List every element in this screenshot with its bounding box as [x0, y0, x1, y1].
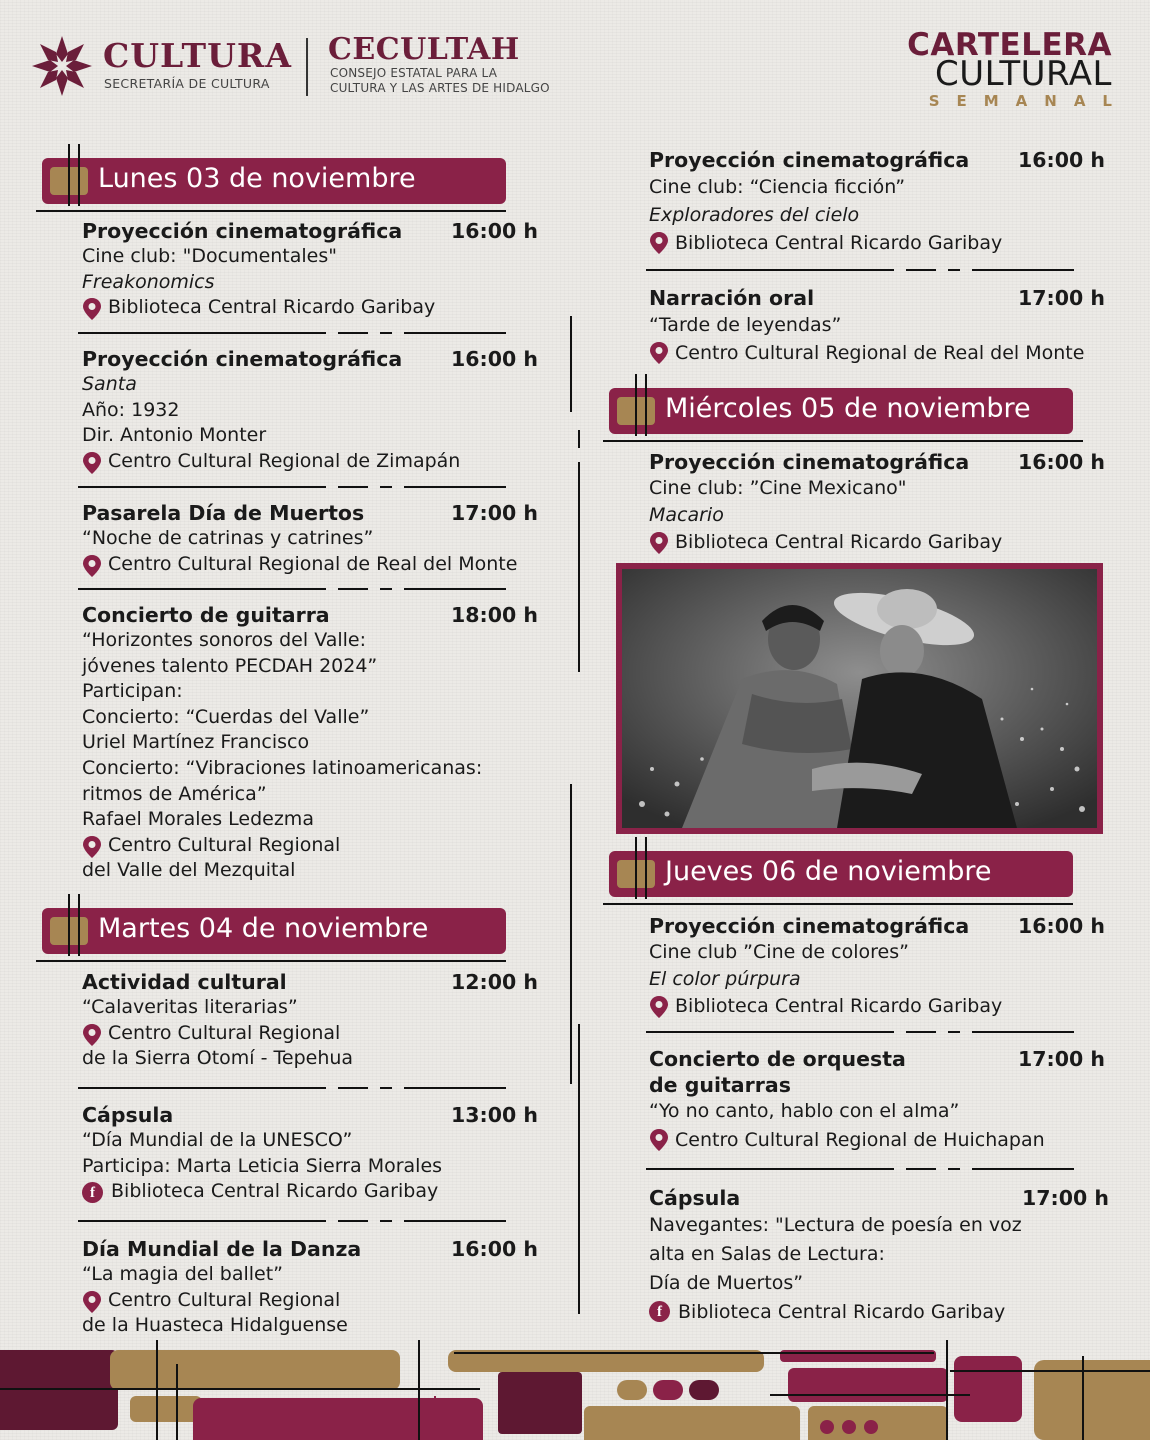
cecultah-subtitle-line-1: CONSEJO ESTATAL PARA LA — [330, 66, 498, 80]
event-title: Cápsula — [649, 1186, 741, 1210]
event-detail: “Calaveritas literarias” — [82, 996, 298, 1018]
macario-film-still-image — [616, 563, 1103, 834]
day-label-jueves: Jueves 06 de noviembre — [665, 856, 992, 887]
event-time: 12:00 h — [451, 970, 538, 994]
event-location-text: del Valle del Mezquital — [82, 859, 296, 882]
event-title: Proyección cinematográfica — [649, 148, 970, 172]
event-location — [82, 1288, 538, 1314]
event-time: 16:00 h — [451, 219, 538, 243]
banner-line — [603, 440, 1083, 442]
location-pin-icon — [82, 451, 102, 475]
event-title: Proyección cinematográfica — [649, 914, 970, 938]
event-location-text: Centro Cultural Regional — [108, 833, 341, 856]
event-time: 18:00 h — [451, 603, 538, 627]
event-film-title: Santa — [82, 373, 137, 395]
event-detail: Cine club: "Documentales" — [82, 245, 338, 267]
event-lunes-3 — [82, 500, 538, 577]
event-miercoles-1 — [649, 449, 1105, 556]
event-location — [649, 529, 1105, 556]
event-title: Narración oral — [649, 286, 815, 310]
banner-line — [68, 894, 70, 956]
cultural-title: CULTURAL — [935, 54, 1112, 94]
event-separator — [646, 1031, 1074, 1033]
event-detail: Cine club ”Cine de colores” — [649, 941, 909, 963]
cultura-star-logo-icon — [30, 34, 94, 98]
event-location — [82, 449, 538, 475]
facebook-icon: f — [649, 1301, 670, 1322]
event-location-text: Biblioteca Central Ricardo Garibay — [675, 995, 1003, 1017]
location-pin-icon — [82, 1290, 102, 1314]
event-location-text: Centro Cultural Regional — [108, 1021, 341, 1044]
event-separator — [78, 1087, 506, 1089]
event-title: Concierto de guitarra — [82, 603, 330, 627]
event-lunes-2 — [82, 346, 538, 474]
event-separator — [646, 269, 1074, 271]
event-title: Concierto de orquesta — [649, 1047, 906, 1071]
event-film-title: El color púrpura — [649, 968, 801, 990]
event-time: 17:00 h — [1022, 1186, 1109, 1210]
event-detail: Cine club: ”Cine Mexicano" — [649, 477, 907, 499]
event-location — [82, 295, 538, 321]
event-location-text: de la Huasteca Hidalguense — [82, 1314, 348, 1337]
cecultah-subtitle — [330, 66, 580, 96]
event-time: 13:00 h — [451, 1103, 538, 1127]
banner-line — [78, 144, 80, 206]
event-location — [82, 1021, 538, 1047]
banner-line — [36, 960, 506, 962]
event-separator — [78, 1220, 506, 1222]
cecultah-subtitle-line-2: CULTURA Y LAS ARTES DE HIDALGO — [330, 81, 550, 95]
event-location — [649, 993, 1105, 1020]
event-detail: “Tarde de leyendas” — [649, 314, 842, 336]
event-title: Actividad cultural — [82, 970, 287, 994]
event-film-title: Exploradores del cielo — [649, 204, 860, 226]
cecultah-title: CECULTAH — [328, 32, 520, 67]
event-location-text: Centro Cultural Regional de Zimapán — [108, 449, 461, 472]
event-location-text: Biblioteca Central Ricardo Garibay — [678, 1301, 1006, 1323]
event-location-text: Centro Cultural Regional de Real del Monte — [675, 342, 1085, 364]
column-divider — [578, 462, 580, 672]
event-location — [82, 1179, 538, 1205]
day-label-martes: Martes 04 de noviembre — [98, 913, 429, 944]
event-film-title: Macario — [649, 504, 724, 526]
event-detail: Día de Muertos” — [649, 1272, 804, 1294]
event-title: Proyección cinematográfica — [82, 347, 403, 371]
cultura-subtitle: SECRETARÍA DE CULTURA — [104, 76, 270, 91]
day-banner-martes — [42, 908, 506, 954]
location-pin-icon — [649, 341, 669, 365]
event-time: 16:00 h — [451, 1237, 538, 1261]
event-detail: Navegantes: "Lectura de poesía en voz — [649, 1214, 1022, 1236]
event-detail: “Día Mundial de la UNESCO” — [82, 1129, 353, 1151]
location-pin-icon — [82, 1023, 102, 1047]
event-location — [649, 1298, 1109, 1327]
day-label-miercoles: Miércoles 05 de noviembre — [665, 393, 1031, 424]
day-banner-jueves — [609, 851, 1073, 897]
event-location — [649, 339, 1105, 367]
banner-line — [645, 374, 647, 436]
event-film-title: Freakonomics — [82, 270, 215, 293]
event-location-text: Centro Cultural Regional — [108, 1288, 341, 1311]
event-location-text: Centro Cultural Regional de Real del Monte — [108, 552, 518, 575]
event-detail: “La magia del ballet” — [82, 1263, 284, 1285]
event-separator — [78, 486, 506, 488]
day-banner-miercoles — [609, 388, 1073, 434]
column-divider — [578, 430, 580, 448]
cartelera-title: CARTELERA — [907, 27, 1112, 63]
event-martes-3 — [82, 1236, 538, 1339]
event-title: Día Mundial de la Danza — [82, 1237, 362, 1261]
header-divider — [306, 38, 308, 96]
banner-line — [645, 837, 647, 899]
event-time: 16:00 h — [1018, 450, 1105, 474]
event-detail: Participa: Marta Leticia Sierra Morales — [82, 1154, 443, 1177]
cultura-title: CULTURA — [103, 36, 292, 75]
event-detail: Uriel Martínez Francisco — [82, 731, 310, 754]
banner-line — [635, 374, 637, 436]
banner-line — [36, 210, 506, 212]
event-location — [82, 833, 538, 859]
event-location — [649, 229, 1105, 257]
location-pin-icon — [82, 554, 102, 578]
event-location-text: Biblioteca Central Ricardo Garibay — [111, 1180, 439, 1203]
event-time: 17:00 h — [1018, 286, 1105, 310]
event-location — [649, 1125, 1105, 1156]
event-separator — [78, 588, 506, 590]
event-detail: Dir. Antonio Monter — [82, 424, 267, 447]
event-detail: “Noche de catrinas y catrines” — [82, 527, 374, 549]
event-detail: jóvenes talento PECDAH 2024” — [82, 654, 378, 677]
event-detail: alta en Salas de Lectura: — [649, 1243, 885, 1265]
event-location-text: Biblioteca Central Ricardo Garibay — [675, 531, 1003, 553]
banner-line — [603, 903, 1073, 905]
event-martes-5 — [649, 285, 1105, 367]
event-time: 16:00 h — [1018, 914, 1105, 938]
event-separator — [646, 1168, 1074, 1170]
day-label-lunes: Lunes 03 de noviembre — [98, 163, 416, 194]
location-pin-icon — [649, 1128, 669, 1152]
banner-line — [78, 894, 80, 956]
event-title: Proyección cinematográfica — [82, 219, 403, 243]
event-time: 17:00 h — [451, 501, 538, 525]
event-detail: Rafael Morales Ledezma — [82, 808, 314, 831]
banner-line — [635, 837, 637, 899]
column-divider — [570, 784, 572, 1084]
event-jueves-3 — [649, 1185, 1109, 1327]
location-pin-icon — [649, 531, 669, 555]
event-title-continued: de guitarras — [649, 1073, 791, 1097]
event-separator — [78, 332, 506, 334]
location-pin-icon — [649, 231, 669, 255]
facebook-icon: f — [82, 1182, 103, 1203]
event-location-text: Biblioteca Central Ricardo Garibay — [108, 296, 436, 319]
event-martes-1 — [82, 969, 538, 1072]
event-title: Cápsula — [82, 1103, 174, 1127]
column-divider — [578, 1024, 580, 1314]
location-pin-icon — [82, 297, 102, 321]
event-lunes-4 — [82, 602, 538, 884]
event-martes-2 — [82, 1102, 538, 1205]
event-location — [82, 552, 538, 578]
day-banner-lunes — [42, 158, 506, 204]
event-detail: Concierto: “Vibraciones latinoamericanas: — [82, 756, 483, 779]
event-detail: Año: 1932 — [82, 398, 180, 421]
bottom-decoration — [0, 1340, 1150, 1440]
event-time: 16:00 h — [451, 347, 538, 371]
event-detail: “Horizontes sonoros del Valle: — [82, 629, 367, 651]
semanal-title: SEMANAL — [928, 92, 1129, 110]
event-jueves-1 — [649, 913, 1105, 1020]
event-detail: Concierto: “Cuerdas del Valle” — [82, 705, 370, 728]
event-title: Pasarela Día de Muertos — [82, 501, 365, 525]
event-martes-4 — [649, 147, 1105, 257]
event-time: 16:00 h — [1018, 148, 1105, 172]
event-detail: Participan: — [82, 680, 183, 703]
event-detail: “Yo no canto, hablo con el alma” — [649, 1100, 960, 1122]
location-pin-icon — [649, 995, 669, 1019]
location-pin-icon — [82, 835, 102, 859]
event-jueves-2 — [649, 1046, 1105, 1156]
event-detail: Cine club: “Ciencia ficción” — [649, 176, 906, 198]
event-title: Proyección cinematográfica — [649, 450, 970, 474]
event-location-text: Biblioteca Central Ricardo Garibay — [675, 232, 1003, 254]
film-still-illustration — [622, 569, 1097, 828]
event-detail: ritmos de América” — [82, 782, 267, 805]
event-lunes-1 — [82, 218, 538, 321]
event-time: 17:00 h — [1018, 1047, 1105, 1071]
event-location-text: Centro Cultural Regional de Huichapan — [675, 1129, 1045, 1151]
event-location-text: de la Sierra Otomí - Tepehua — [82, 1047, 354, 1070]
banner-line — [68, 144, 70, 206]
column-divider — [570, 316, 572, 412]
